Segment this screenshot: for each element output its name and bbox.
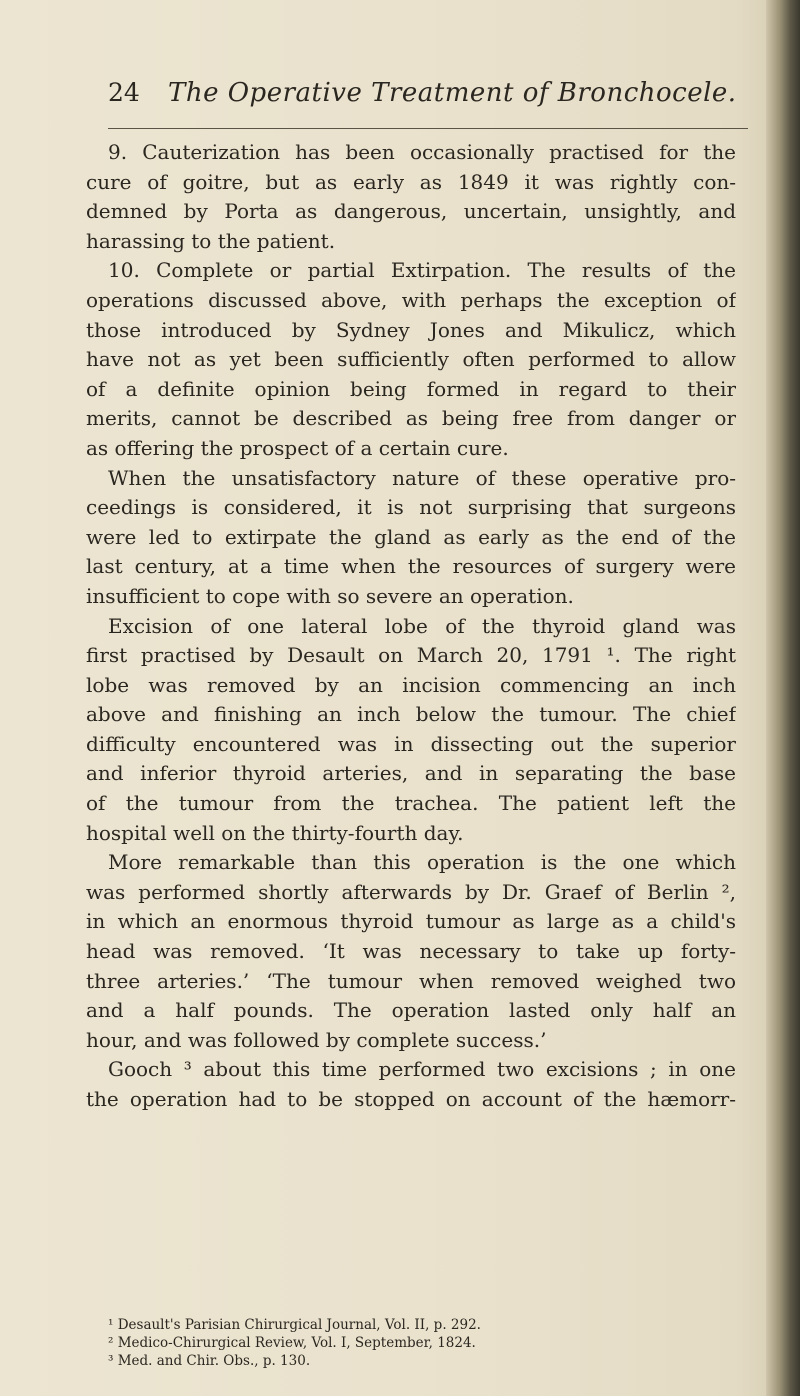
text-line: and a half pounds. The operation lasted only half an bbox=[86, 998, 736, 1023]
text-line: merits, cannot be described as being free from danger or bbox=[86, 406, 736, 431]
running-title: The Operative Treatment of Bronchocele. bbox=[168, 78, 737, 108]
text-line: those introduced by Sydney Jones and Mikulicz, which bbox=[86, 317, 736, 342]
running-head bbox=[108, 78, 748, 118]
footnotes bbox=[108, 1316, 728, 1370]
text-line: demned by Porta as dangerous, uncertain, unsightly, and bbox=[86, 199, 736, 224]
text-line: operations discussed above, with perhaps the exception of bbox=[86, 287, 736, 312]
text-line: and inferior thyroid arteries, and in separating the base bbox=[86, 761, 736, 786]
text-line: cure of goitre, but as early as 1849 it was rightly con- bbox=[86, 169, 736, 194]
footnote: ¹ Desault's Parisian Chirurgical Journal, Vol. II, p. 292. bbox=[108, 1317, 481, 1333]
text-line: of a definite opinion being formed in regard to their bbox=[86, 376, 736, 401]
text-line: 9. Cauterization has been occasionally practised for the bbox=[108, 140, 736, 164]
footnote: ³ Med. and Chir. Obs., p. 130. bbox=[108, 1353, 311, 1369]
text-line: Gooch ³ about this time performed two excisions ; in one bbox=[108, 1057, 736, 1082]
header-rule bbox=[108, 128, 748, 129]
text-line: in which an enormous thyroid tumour as large as a child's bbox=[86, 909, 736, 934]
body-text bbox=[86, 138, 736, 1115]
footnote: ² Medico-Chirurgical Review, Vol. I, September, 1824. bbox=[108, 1335, 476, 1351]
text-line: hour, and was followed by complete success.’ bbox=[86, 1027, 547, 1052]
text-line: ceedings is considered, it is not surprising that surgeons bbox=[86, 495, 736, 520]
page-number: 24 bbox=[108, 78, 140, 107]
text-line: When the unsatisfactory nature of these operative pro- bbox=[108, 465, 736, 490]
text-line: last century, at a time when the resources of surgery were bbox=[86, 554, 736, 579]
page-edge-shadow bbox=[766, 0, 800, 1396]
text-line: difficulty encountered was in dissecting out the superior bbox=[86, 731, 736, 756]
text-line: insufficient to cope with so severe an operation. bbox=[86, 583, 574, 608]
text-line: hospital well on the thirty-fourth day. bbox=[86, 820, 464, 845]
text-line: harassing to the patient. bbox=[86, 228, 336, 253]
text-line: were led to extirpate the gland as early as the end of the bbox=[86, 524, 736, 549]
text-line: Excision of one lateral lobe of the thyroid gland was bbox=[108, 613, 736, 638]
text-line: lobe was removed by an incision commencing an inch bbox=[86, 672, 736, 697]
text-line: as offering the prospect of a certain cure. bbox=[86, 435, 509, 460]
text-line: first practised by Desault on March 20, 1791 ¹. The right bbox=[86, 643, 736, 668]
text-line: the operation had to be stopped on account of the hæmorr- bbox=[86, 1087, 736, 1111]
text-line: was performed shortly afterwards by Dr. Graef of Berlin ², bbox=[86, 879, 736, 904]
text-line: More remarkable than this operation is the one which bbox=[108, 850, 736, 875]
text-line: have not as yet been sufficiently often performed to allow bbox=[86, 347, 736, 372]
text-line: head was removed. ‘It was necessary to take up forty- bbox=[86, 939, 736, 964]
text-line: 10. Complete or partial Extirpation. The results of the bbox=[108, 258, 736, 283]
text-line: of the tumour from the trachea. The patient left the bbox=[86, 791, 736, 816]
text-line: three arteries.’ ‘The tumour when removed weighed two bbox=[86, 968, 736, 993]
text-line: above and finishing an inch below the tumour. The chief bbox=[86, 702, 736, 727]
